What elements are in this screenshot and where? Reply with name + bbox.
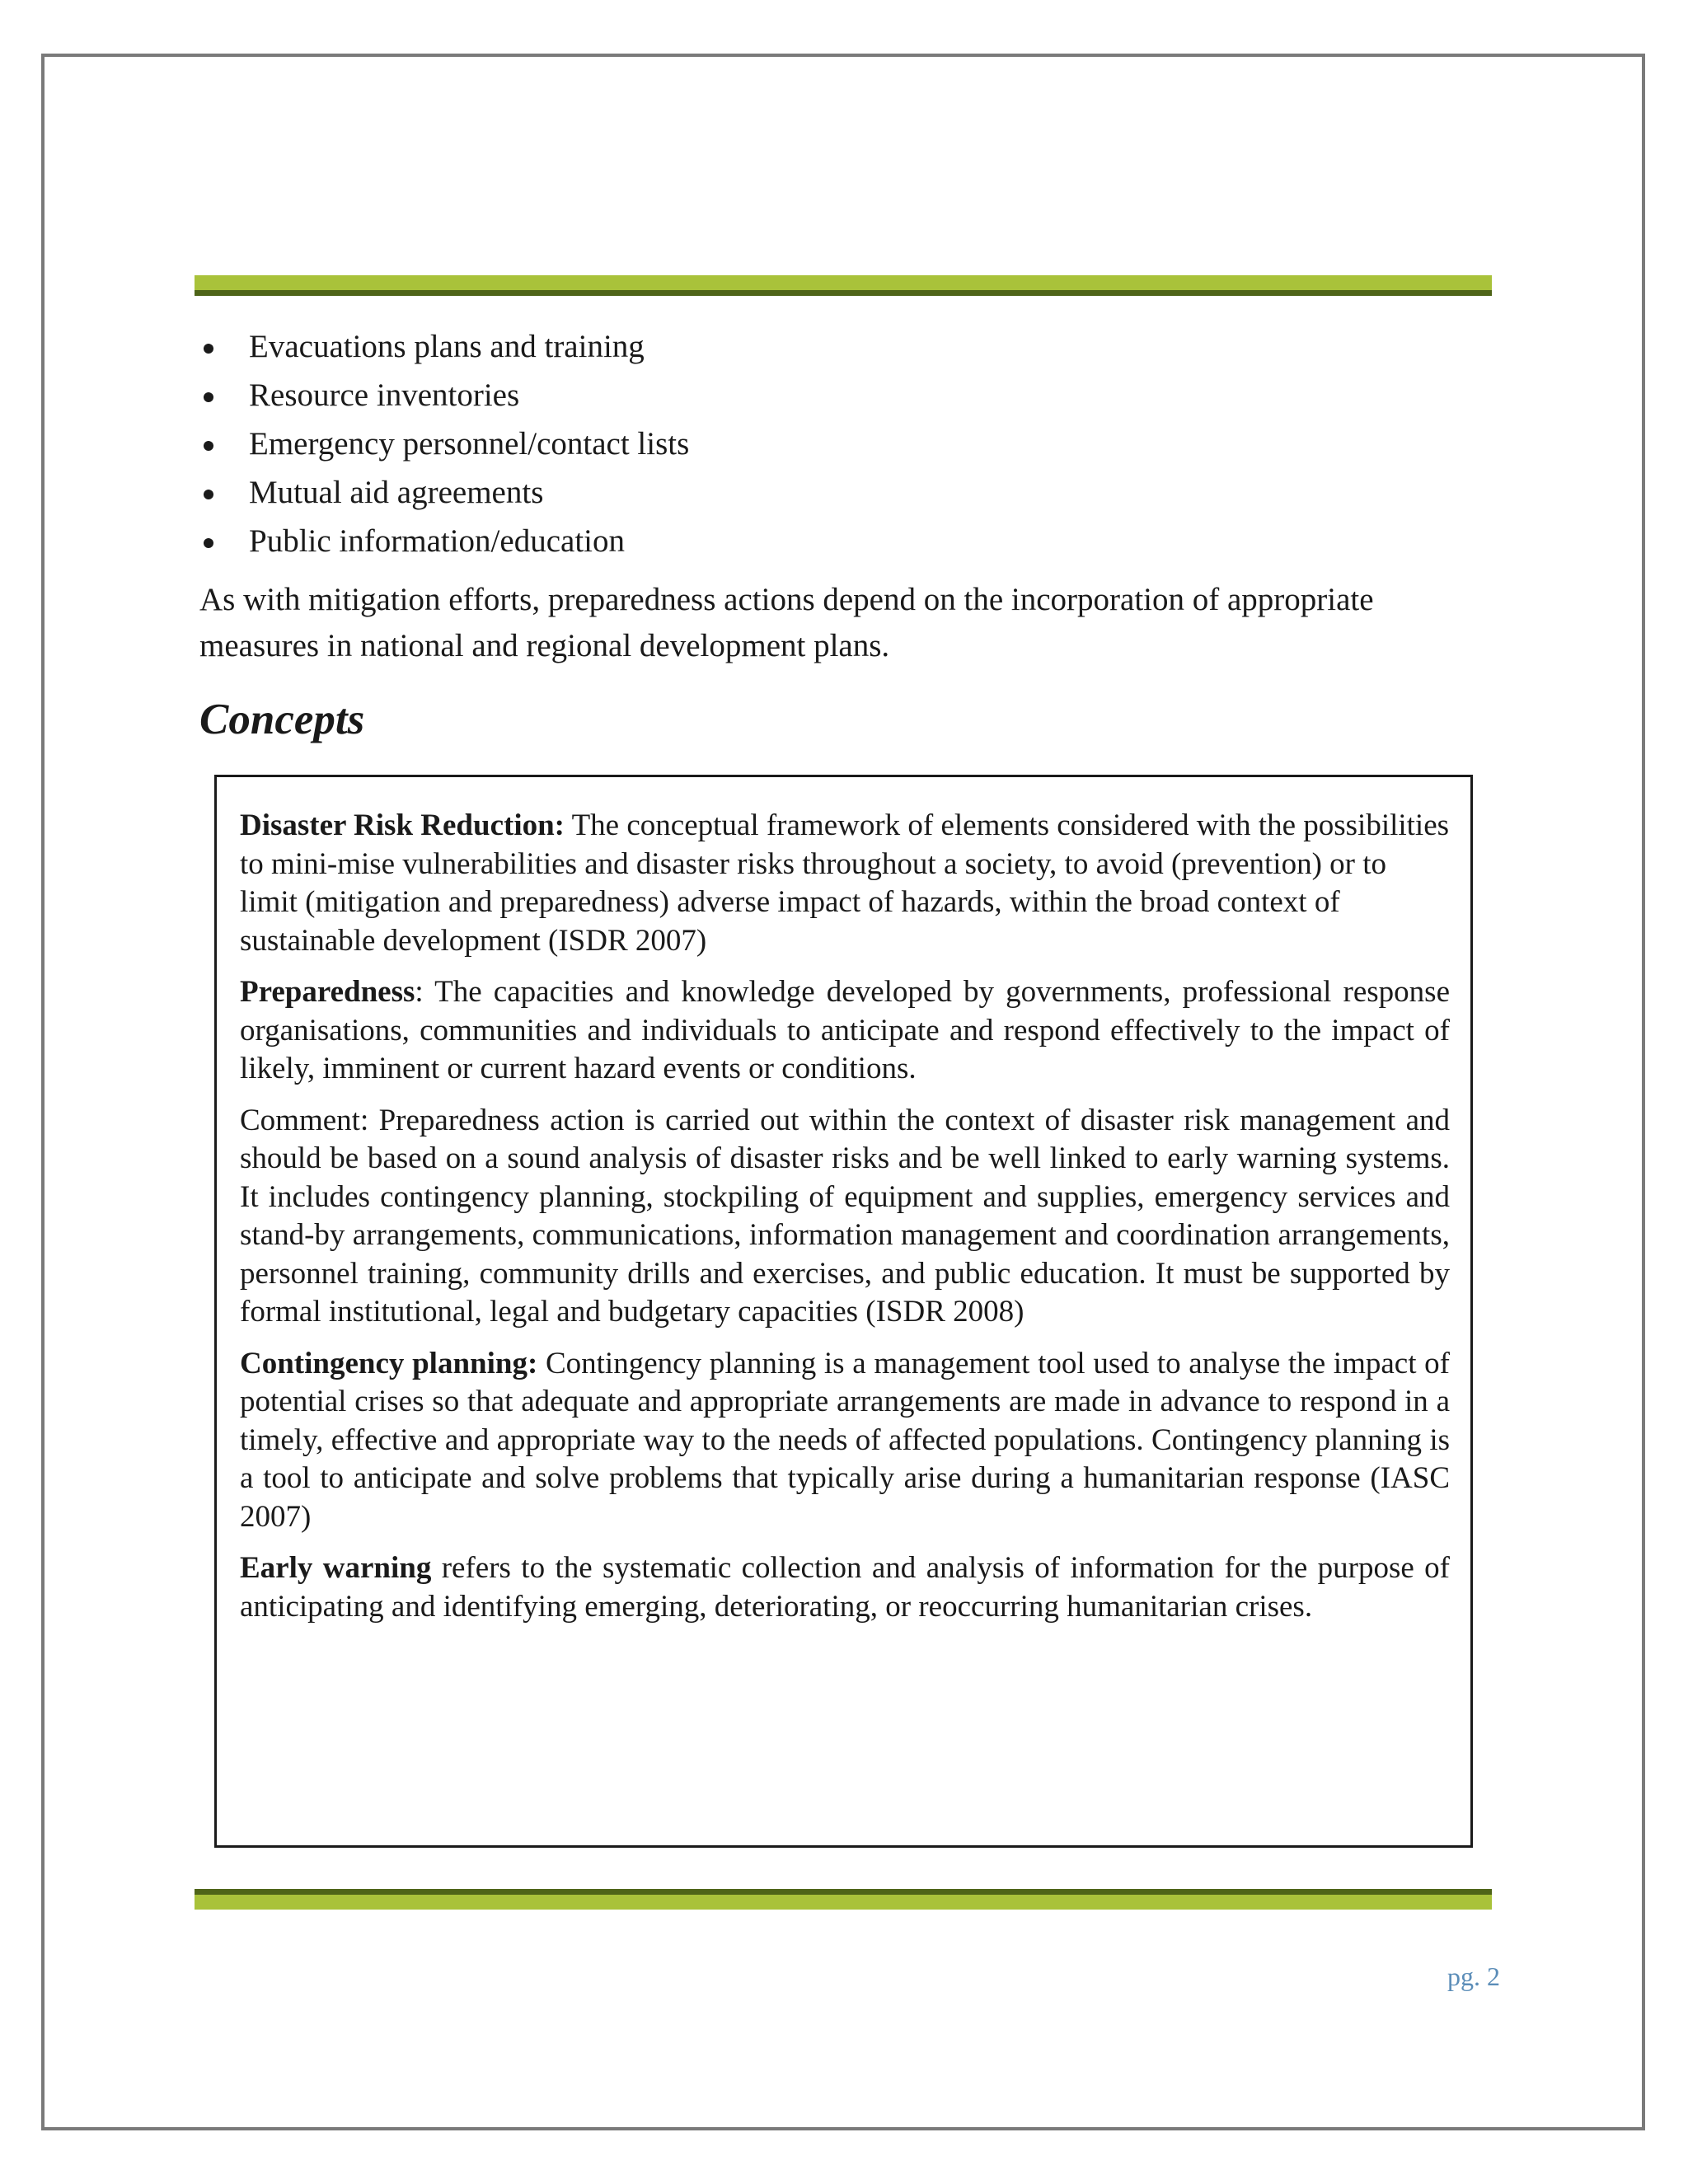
term-preparedness: Preparedness — [240, 975, 415, 1009]
page-number: pg. 2 — [1447, 1961, 1500, 1991]
list-item: Public information/education — [199, 520, 689, 569]
list-item: Mutual aid agreements — [199, 471, 689, 520]
definition-text: Contingency planning is a management tool used to analyse the impact of potential crises so that adequate and appropriate arrangements are made in advance to respond in a timely, effective and appropriate way to the needs of affected populations. Contingency planning is a tool to anticipate and solve problems that typically arise during a humanitarian response (IASC 2007) — [240, 1346, 1450, 1534]
definition-drr — [240, 807, 1450, 960]
intro-paragraph: As with mitigation efforts, preparedness actions depend on the incorporation of appropriate measures in national and regional development plans. — [199, 582, 1374, 663]
term-contingency: Contingency planning: — [240, 1346, 538, 1380]
bullet-list — [199, 326, 689, 569]
definition-contingency — [240, 1345, 1450, 1537]
definition-text: The conceptual framework of elements considered with the possibilities to mini-mise vulnerabilities and disaster risks throughout a society, to avoid (prevention) or to limit (mitigation and preparedness) adverse impact of hazards, within the broad context of sustainable development (ISDR 2007) — [240, 808, 1450, 958]
definition-text: refers to the systematic collection and analysis of information for the purpose of anticipating and identifying emerging, deteriorating, or reoccurring humanitarian crises. — [240, 1551, 1450, 1624]
definition-text: : The capacities and knowledge developed by governments, professional response organisations, communities and individuals to anticipate and respond effectively to the impact of likely, imminent or current hazard events or conditions. — [240, 975, 1450, 1085]
term-drr: Disaster Risk Reduction: — [240, 808, 565, 842]
list-item: Emergency personnel/contact lists — [199, 423, 689, 471]
list-item: Resource inventories — [199, 374, 689, 423]
comment-paragraph: Comment: Preparedness action is carried out within the context of disaster risk management and should be based on a sound analysis of disaster risks and be well linked to early warning systems. It includes contingency planning, stockpiling of equipment and supplies, emergency services and stand-by arrangements, communications, information management and coordination arrangements, personnel training, community drills and exercises, and public education. It must be supported by formal institutional, legal and budgetary capacities (ISDR 2008) — [240, 1103, 1450, 1329]
term-early-warning: Early warning — [240, 1551, 432, 1585]
section-heading: Concepts — [199, 696, 365, 743]
footer-rule — [195, 1889, 1492, 1910]
definition-early-warning — [240, 1549, 1450, 1626]
concepts-box — [214, 775, 1473, 1848]
definition-preparedness — [240, 973, 1450, 1089]
list-item: Evacuations plans and training — [199, 326, 689, 374]
header-rule — [195, 275, 1492, 297]
